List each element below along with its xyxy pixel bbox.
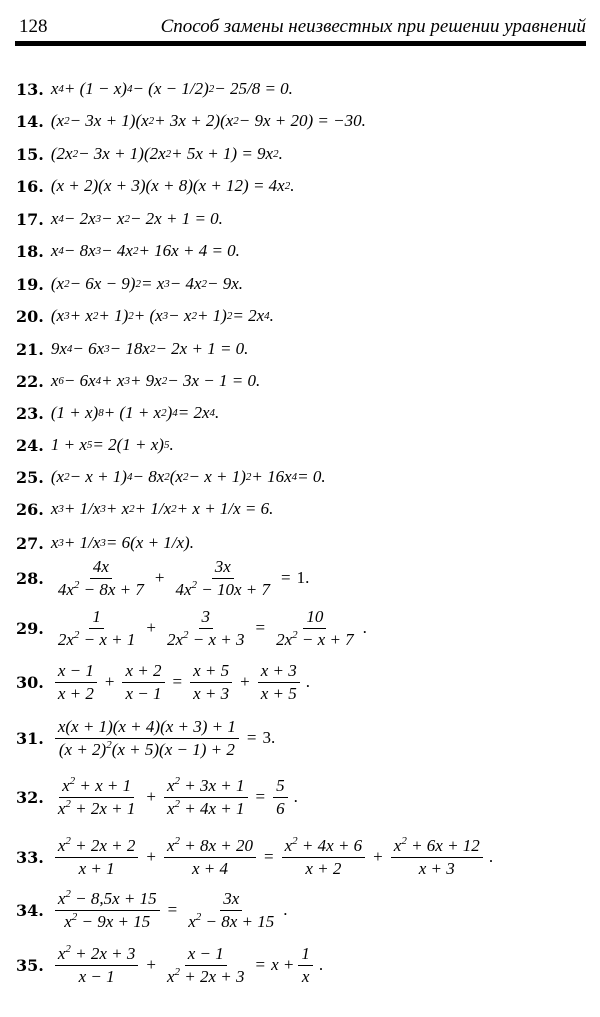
problem-equation: x 4 − 2x 3 − x 2 − 2x + 1 = 0. — [50, 209, 223, 228]
problem-equation: x 3 + 1/x 3 = 6(x + 1/x). — [50, 533, 194, 552]
problem-item — [16, 606, 590, 649]
problem-equation: x 3 + 1/x 3 + x 2 + 1/x 2 + x + 1/x = 6. — [50, 499, 274, 518]
fraction: $\frac{1}{x}$ — [298, 944, 313, 987]
fraction: $\frac{3x}{4x^2 - 10x + 7}$ — [175, 556, 271, 599]
problem-number: 21. — [16, 339, 44, 359]
problem-list — [0, 46, 600, 1006]
problem-equation: $\frac{4x}{4x^2 - 8x + 7}$ + $\frac{3x}{4x^2 - 10x + 7}$ = 1. — [51, 557, 310, 600]
problem-number: 28. — [16, 568, 44, 588]
problem-equation: $\frac{x^2 + 2x + 2}{x + 1}$ + $\frac{x^2 + 8x + 20}{x + 4}$ = $\frac{x^2 + 4x + 6}{x + 2}$ + $\frac{x^2 + 6x + 12}{x + 3}$ . — [51, 836, 493, 879]
fraction: $\frac{x^2 + 2x + 2}{x + 1}$ — [55, 836, 139, 879]
page-number: 128 — [19, 16, 48, 37]
problem-number: 14. — [16, 111, 44, 131]
problem-number: 29. — [16, 618, 44, 638]
problem-item — [16, 106, 590, 136]
problem-item — [16, 398, 590, 428]
problem-item — [16, 139, 590, 169]
problem-number: 33. — [16, 847, 44, 867]
problem-item — [16, 462, 590, 492]
fraction: $\frac{10}{2x^2 - x + 7}$ — [276, 606, 354, 649]
fraction: $\frac{1}{2x^2 - x + 1}$ — [57, 606, 136, 649]
problem-number: 16. — [16, 176, 44, 196]
problem-equation: (1 + x) 8 + (1 + x 2 ) 4 = 2x 4 . — [50, 403, 220, 422]
fraction: $\frac{x - 1}{x + 2}$ — [55, 661, 97, 704]
problem-number: 26. — [16, 499, 44, 519]
fraction: $\frac{x + 2}{x - 1}$ — [122, 661, 164, 704]
fraction: $\frac{x^2 - 8,5x + 15}{x^2 - 9x + 15}$ — [55, 889, 160, 932]
problem-item — [16, 556, 590, 599]
problem-item — [16, 334, 590, 364]
problem-item — [16, 834, 590, 878]
problem-equation: (2x 2 − 3x + 1)(2x 2 + 5x + 1) = 9x 2 . — [50, 144, 283, 163]
problem-number: 35. — [16, 955, 44, 975]
problem-item — [16, 74, 590, 104]
problem-item — [16, 660, 590, 703]
problem-number: 32. — [16, 787, 44, 807]
fraction: $\frac{x + 5}{x + 3}$ — [190, 661, 232, 704]
problem-item — [16, 716, 590, 759]
problem-item — [16, 236, 590, 266]
problem-item — [16, 430, 590, 460]
fraction: $\frac{3x}{x^2 - 8x + 15}$ — [188, 888, 275, 931]
problem-equation: 9x 4 − 6x 3 − 18x 2 − 2x + 1 = 0. — [50, 339, 249, 358]
problem-number: 23. — [16, 403, 44, 423]
fraction: $\frac{x(x + 1)(x + 4)(x + 3) + 1}{(x + 2)^2(x + 5)(x - 1) + 2}$ — [55, 717, 239, 760]
fraction: $\frac{x^2 + x + 1}{x^2 + 2x + 1}$ — [57, 774, 136, 818]
problem-item — [16, 942, 590, 986]
problem-number: 27. — [16, 533, 44, 553]
page-header — [15, 6, 586, 36]
fraction: $\frac{x^2 + 8x + 20}{x + 4}$ — [164, 836, 256, 879]
problem-equation: 1 + x 5 = 2(1 + x) 5 . — [50, 435, 174, 454]
problem-equation: x 6 − 6x 4 + x 3 + 9x 2 − 3x − 1 = 0. — [50, 371, 261, 390]
problem-equation: x 4 − 8x 3 − 4x 2 + 16x + 4 = 0. — [50, 241, 240, 260]
problem-equation: $\frac{1}{2x^2 - x + 1}$ + $\frac{3}{2x^2 - x + 3}$ = $\frac{10}{2x^2 - x + 7}$ . — [51, 607, 367, 650]
problem-number: 31. — [16, 728, 44, 748]
problem-number: 15. — [16, 144, 44, 164]
problem-item — [16, 366, 590, 396]
fraction: $\frac{x^2 + 4x + 6}{x + 2}$ — [282, 836, 366, 879]
problem-equation: (x 3 + x 2 + 1) 2 + (x 3 − x 2 + 1) 2 = 2x 4 . — [50, 306, 274, 325]
problem-equation: $\frac{x^2 + x + 1}{x^2 + 2x + 1}$ + $\frac{x^2 + 3x + 1}{x^2 + 4x + 1}$ = $\frac{5}{6}$ . — [51, 776, 298, 819]
problem-item — [16, 269, 590, 299]
problem-number: 34. — [16, 900, 44, 920]
problem-equation: (x 2 − 6x − 9) 2 = x 3 − 4x 2 − 9x. — [50, 274, 244, 293]
problem-item — [16, 171, 590, 201]
fraction: $\frac{4x}{4x^2 - 8x + 7}$ — [57, 556, 144, 599]
fraction: $\frac{x^2 + 2x + 3}{x - 1}$ — [55, 944, 139, 987]
problem-number: 25. — [16, 467, 44, 487]
problem-equation: $\frac{x(x + 1)(x + 4)(x + 3) + 1}{(x + 2)^2(x + 5)(x - 1) + 2}$ = 3. — [51, 717, 275, 760]
problem-number: 13. — [16, 79, 44, 99]
problem-item — [16, 301, 590, 331]
problem-equation: (x + 2)(x + 3)(x + 8)(x + 12) = 4x 2 . — [50, 176, 295, 195]
problem-item — [16, 528, 590, 558]
problem-equation: $\frac{x^2 + 2x + 3}{x - 1}$ + $\frac{x - 1}{x^2 + 2x + 3}$ = x + $\frac{1}{x}$ . — [51, 944, 323, 987]
problem-equation: x 4 + (1 − x) 4 − (x − 1/2) 2 − 25/8 = 0. — [50, 79, 293, 98]
fraction: $\frac{x - 1}{x^2 + 2x + 3}$ — [166, 943, 245, 986]
problem-number: 20. — [16, 306, 44, 326]
problem-number: 22. — [16, 371, 44, 391]
problem-equation: (x 2 − 3x + 1)(x 2 + 3x + 2)(x 2 − 9x + 20) = −30. — [50, 111, 366, 130]
problem-number: 19. — [16, 274, 44, 294]
problem-item — [16, 887, 590, 931]
fraction: $\frac{x^2 + 6x + 12}{x + 3}$ — [391, 836, 483, 879]
problem-item — [16, 774, 590, 818]
problem-number: 30. — [16, 672, 44, 692]
problem-item — [16, 204, 590, 234]
problem-number: 24. — [16, 435, 44, 455]
problem-equation: $\frac{x - 1}{x + 2}$ + $\frac{x + 2}{x - 1}$ = $\frac{x + 5}{x + 3}$ + $\frac{x + 3}{x + 5}$ . — [51, 661, 310, 704]
problem-equation: (x 2 − x + 1) 4 − 8x 2 (x 2 − x + 1) 2 + 16x 4 = 0. — [50, 467, 326, 486]
problem-number: 18. — [16, 241, 44, 261]
fraction: $\frac{x^2 + 3x + 1}{x^2 + 4x + 1}$ — [164, 776, 248, 819]
fraction: $\frac{3}{2x^2 - x + 3}$ — [166, 606, 245, 649]
fraction: $\frac{x + 3}{x + 5}$ — [258, 661, 300, 704]
problem-equation: $\frac{x^2 - 8,5x + 15}{x^2 - 9x + 15}$ = $\frac{3x}{x^2 - 8x + 15}$ . — [51, 889, 288, 932]
problem-number: 17. — [16, 209, 44, 229]
running-title: Способ замены неизвестных при решении уравнений — [160, 16, 586, 37]
fraction: $\frac{5}{6}$ — [273, 776, 288, 819]
problem-item — [16, 494, 590, 524]
